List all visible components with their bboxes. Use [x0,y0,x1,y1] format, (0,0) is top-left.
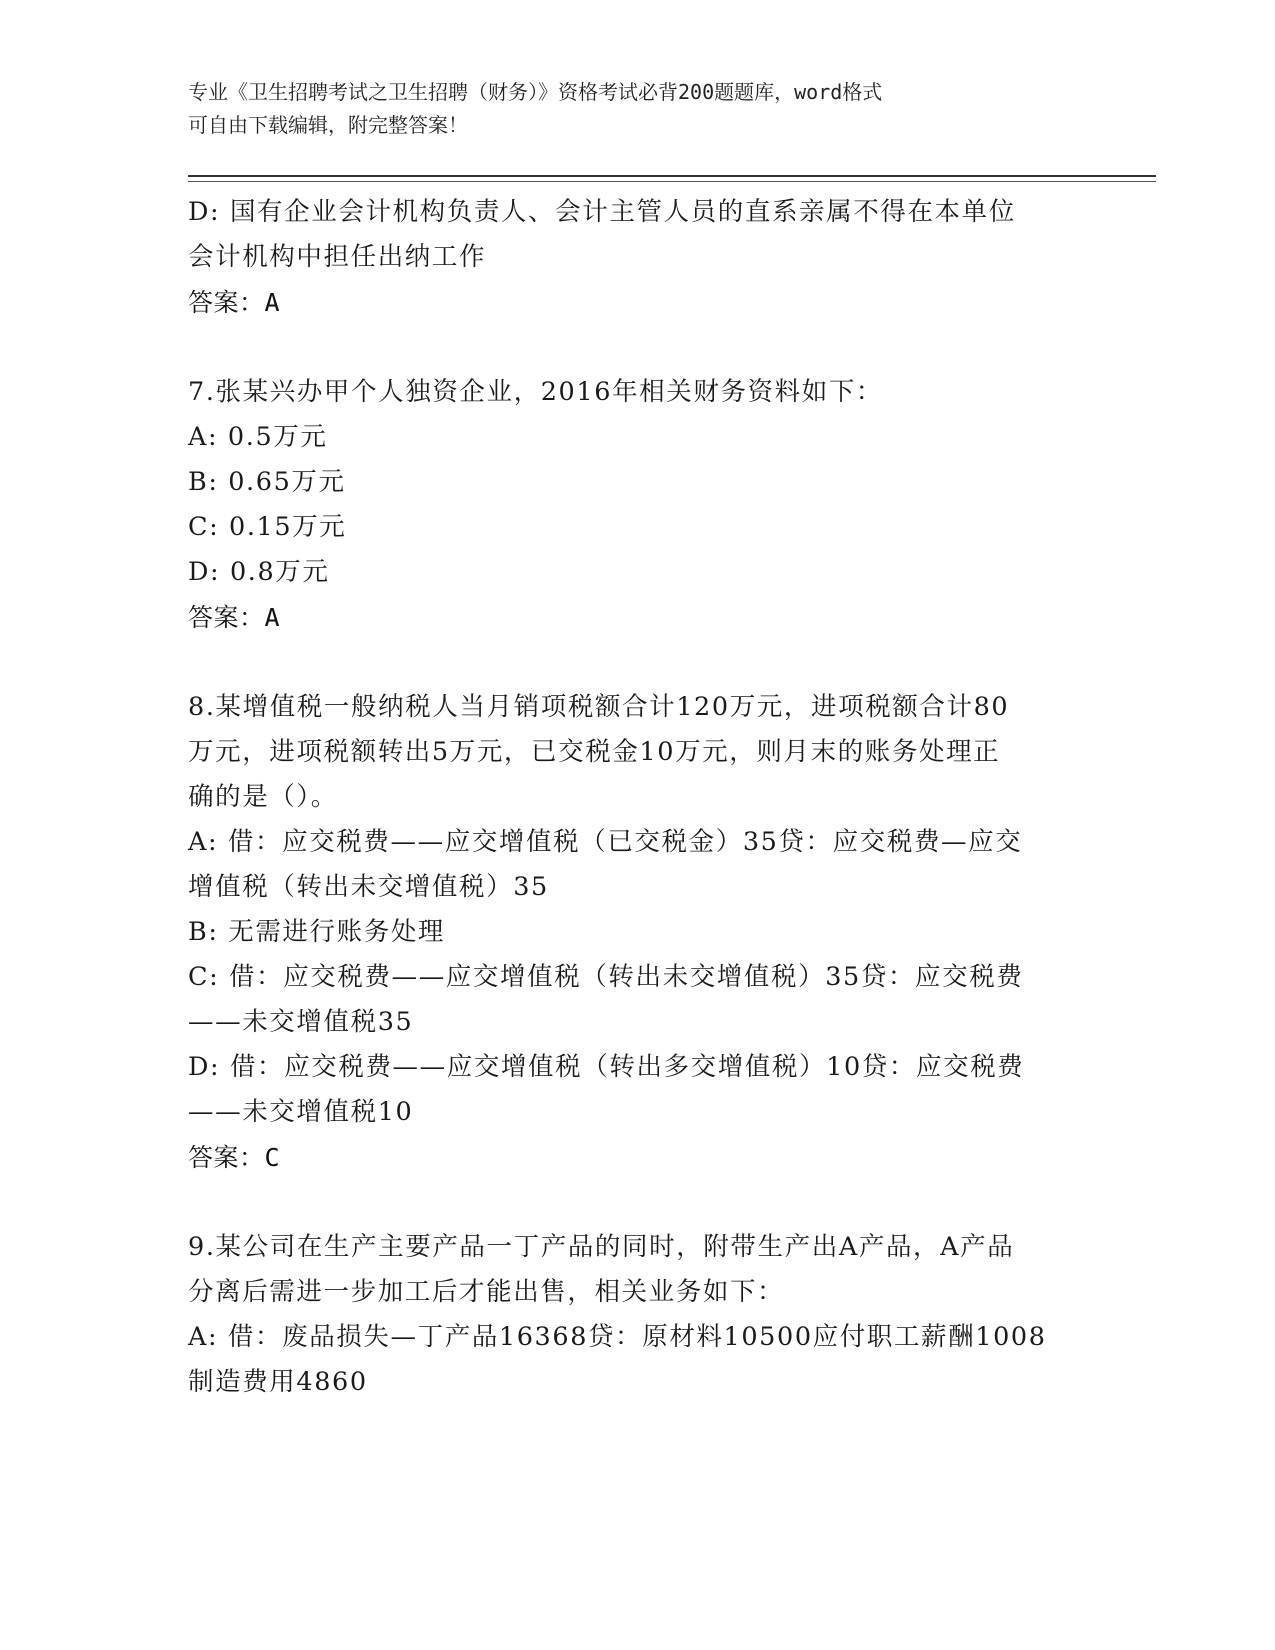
spacer [188,640,1078,685]
q6-option-d-line-2: 会计机构中担任出纳工作 [188,242,487,272]
header-divider-thick [188,175,1156,177]
q9-stem-line-2: 分离后需进一步加工后才能出售，相关业务如下： [188,1277,785,1307]
q8-stem-line-3: 确的是（）。 [188,782,338,812]
header-divider-thin [188,181,1156,182]
q8-option-d-line-2: ——未交增值税10 [188,1097,414,1127]
q8-option-d-line-1: D: 借：应交税费——应交增值税（转出多交增值税）10贷：应交税费 [188,1052,1025,1082]
header-title-line-2: 可自由下载编辑，附完整答案！ [188,113,468,137]
spacer [188,1180,1078,1225]
q9-stem-line-1: 9.某公司在生产主要产品一丁产品的同时，附带生产出A产品，A产品 [188,1232,1015,1262]
header-title-line-1: 专业《卫生招聘考试之卫生招聘（财务）》资格考试必背200题题库，word格式 [188,80,883,104]
q7-option-c: C: 0.15万元 [188,512,347,542]
q8-stem-line-1: 8.某增值税一般纳税人当月销项税额合计120万元，进项税额合计80 [188,692,1010,722]
q8-answer: 答案：C [188,1143,281,1172]
q8-option-c-line-1: C: 借：应交税费——应交增值税（转出未交增值税）35贷：应交税费 [188,962,1024,992]
q7-option-a: A: 0.5万元 [188,422,328,452]
q7-stem: 7.张某兴办甲个人独资企业，2016年相关财务资料如下： [188,377,884,407]
q8-option-c-line-2: ——未交增值税35 [188,1007,414,1037]
document-header [188,76,1068,142]
q6-answer: 答案：A [188,288,281,317]
q7-option-d: D: 0.8万元 [188,557,330,587]
q7-answer: 答案：A [188,603,281,632]
q9-option-a-line-2: 制造费用4860 [188,1367,368,1397]
q9-option-a-line-1: A: 借：废品损失—丁产品16368贷：原材料10500应付职工薪酬1008 [188,1322,1047,1352]
q6-option-d-line-1: D: 国有企业会计机构负责人、会计主管人员的直系亲属不得在本单位 [188,197,1016,227]
q8-option-a-line-2: 增值税（转出未交增值税）35 [188,872,549,902]
q8-stem-line-2: 万元，进项税额转出5万元，已交税金10万元，则月末的账务处理正 [188,737,1001,767]
spacer [188,325,1078,370]
q7-option-b: B: 0.65万元 [188,467,346,497]
q8-option-a-line-1: A: 借：应交税费——应交增值税（已交税金）35贷：应交税费—应交 [188,827,1023,857]
document-body [188,190,1078,1405]
q8-option-b: B: 无需进行账务处理 [188,917,446,947]
